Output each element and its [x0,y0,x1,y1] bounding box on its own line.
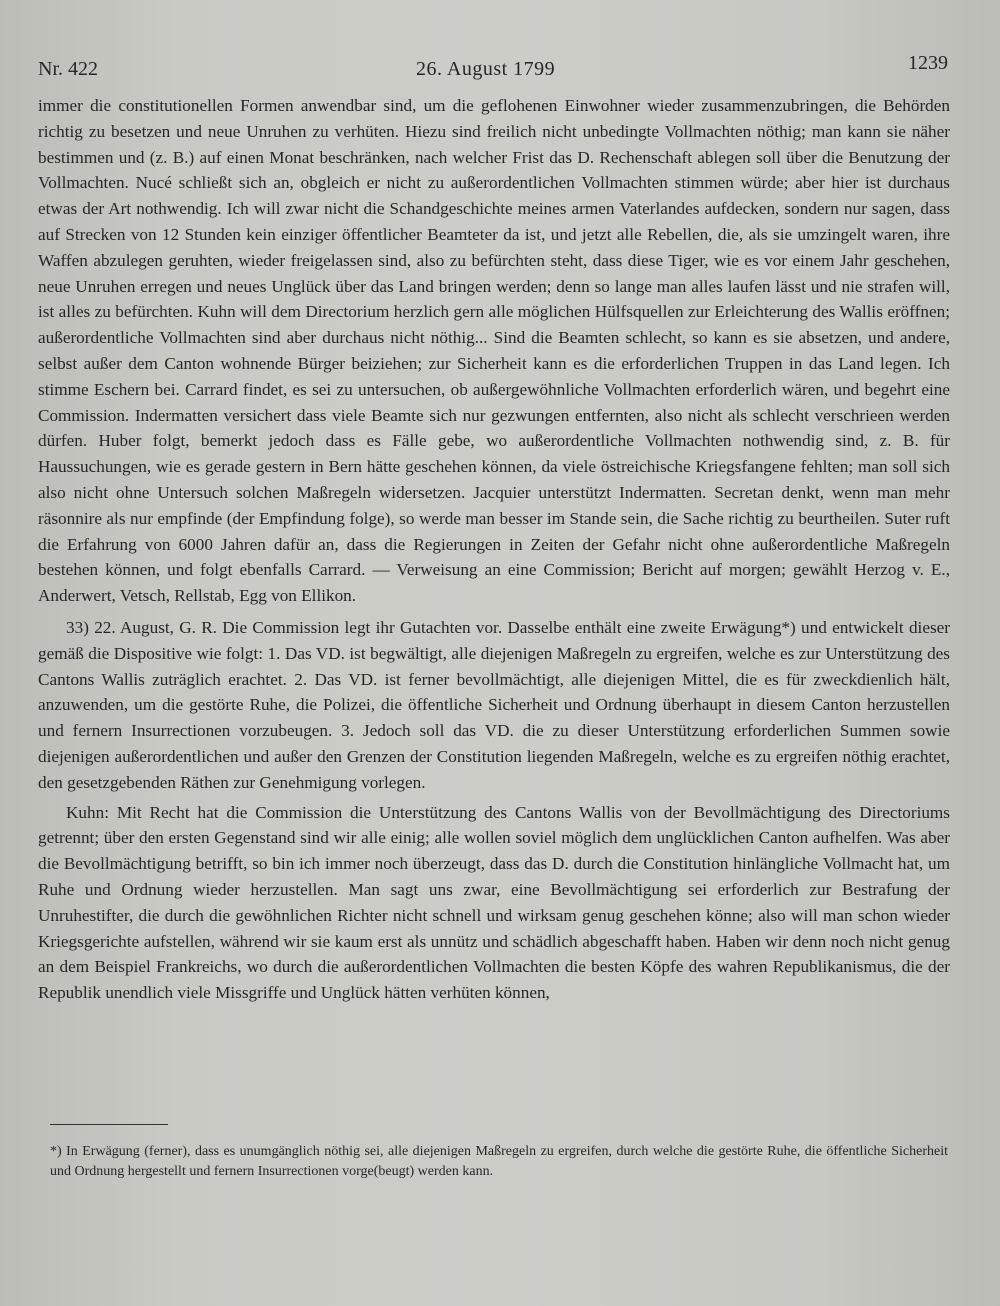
paragraph-commission-report: 33) 22. August, G. R. Die Commission legt ihr Gutachten vor. Dasselbe enthält eine zweite Erwägung*) und entwickelt dieser gemäß die Dispositive wie folgt: 1. Das VD. ist begwältigt, alle diejenigen Maßregeln zu ergreifen, welche es zur Unterstützung des Cantons Wallis zuträglich erachtet. 2. Das VD. ist ferner bevollmächtigt, alle diejenigen Mittel, die es für zweckdienlich hält, anzuwenden, um die gestörte Ruhe, die Polizei, die öffentliche Sicherheit und Ordnung überhaupt in diesem Canton herzustellen und fernern Insurrectionen vorzubeugen. 3. Jedoch soll das VD. die zu dieser Unterstützung erforderlichen Summen sowie diejenigen außerordentlichen und außer den Grenzen der Constitution liegenden Maßregeln, welche es zu ergreifen nöthig erachtet, den gesetzgebenden Räthen zur Genehmigung vorlegen. [38,617,950,792]
header-date: 26. August 1799 [416,58,556,80]
paragraph-debate: immer die constitutionellen Formen anwendbar sind, um die geflohenen Einwohner wieder zusammenzubringen, die Behörden richtig zu besetzen und neue Unruhen zu verhüten. Hiezu sind freilich nicht unbedingte Vollmachten nöthig; man kann sie näher bestimmen und (z. B.) auf einen Monat beschränken, nach welcher Frist das D. Rechenschaft ablegen soll über die Benutzung der Vollmachten. Nucé schließt sich an, obgleich er nicht zu außerordentlichen Vollmachten stimmen würde; aber hier ist durchaus etwas der Art nothwendig. Ich will zwar nicht die Schandgeschichte meines armen Vaterlandes aufdecken, sondern nur sagen, dass auf Strecken von 12 Stunden kein einziger öffentlicher Beamteter da ist, und jetzt alle Rebellen, die, als sie umzingelt waren, ihre Waffen abzulegen geruhten, wieder freigelassen sind, also zu befürchten steht, dass diese Tiger, wie es vor einem Jahr geschehen, neue Unruhen erregen und neues Unglück über das Land bringen werden; denn so lange man alles laufen lässt und nie strafen will, ist alles zu befürchten. Kuhn will dem Directorium herzlich gern alle möglichen Hülfsquellen zur Erleichterung des Wallis eröffnen; außerordentliche Vollmachten sind aber durchaus nicht nöthig... Sind die Beamten schlecht, so kann es sie absetzen, und andere, selbst außer dem Canton wohnende Bürger beiziehen; zur Sicherheit kann es die erforderlichen Truppen in das Land legen. Ich stimme Eschern bei. Carrard findet, es sei zu untersuchen, ob außergewöhnliche Vollmachten erforderlich wären, und begehrt eine Commission. Indermatten versichert dass viele Beamte sich nur gezwungen entfernten, also nicht als schlecht verschrieen werden dürfen. Huber folgt, bemerkt jedoch dass es Fälle gebe, wo außerordentliche Vollmachten nothwendig sind, z. B. für Haussuchungen, wie es gerade gestern in Bern hätte geschehen können, da viele östreichische Kriegsfangene fehlten; man soll sich also nicht ohne Untersuch solchen Maßregeln widersetzen. Jacquier unterstützt Indermatten. Secretan denkt, wenn man mehr räsonnire als nur empfinde (der Empfindung folge), so werde man besser im Stande sein, die Sache richtig zu beurtheilen. Suter ruft die Erfahrung von 6000 Jahren dafür an, dass die Regierungen in Zeiten der Gefahr nicht ohne außerordentliche Maßregeln bestehen können, und folgt ebenfalls Carrard. — Verweisung an eine Commission; Bericht auf morgen; gewählt Herzog v. E., Anderwert, Vetsch, Rellstab, Egg von Ellikon. [38,96,950,606]
running-header [38,52,948,92]
document-number: Nr. 422 [38,58,98,80]
paragraph-kuhn-speech: Kuhn: Mit Recht hat die Commission die Unterstützung des Cantons Wallis von der Bevollmächtigung des Directoriums getrennt; über den ersten Gegenstand sind wir alle einig; alle wollen soviel möglich dem unglücklichen Canton aufhelfen. Was aber die Bevollmächtigung betrifft, so bin ich immer noch überzeugt, dass das D. durch die Constitution hinlängliche Vollmacht hat, um Ruhe und Ordnung wieder herzustellen. Man sagt uns zwar, eine Bevollmächtigung sei erforderlich zur Bestrafung der Unruhestifter, die durch die gewöhnlichen Richter nicht schnell und wirksam genug geschehen könne; also will man schon wieder Kriegsgerichte aufstellen, während wir sie kaum erst als unnütz und schädlich abgeschafft haben. Haben wir denn noch nicht genug an dem Beispiel Frankreichs, wo durch die außerordentlichen Vollmachten die besten Köpfe des wahren Republikanismus, die der Republik unendlich viele Missgriffe und Unglück hätten verhüten können, [38,802,950,1003]
footnote-divider [50,1124,168,1125]
main-text [38,93,950,1006]
footnote: *) In Erwägung (ferner), dass es unumgänglich nöthig sei, alle diejenigen Maßregeln zu ergreifen, durch welche die gestörte Ruhe, die öffentliche Sicherheit und Ordnung hergestellt und fernern Insurrectionen vorge(beugt) werden kann. [50,1144,948,1179]
page-number: 1239 [908,52,948,74]
